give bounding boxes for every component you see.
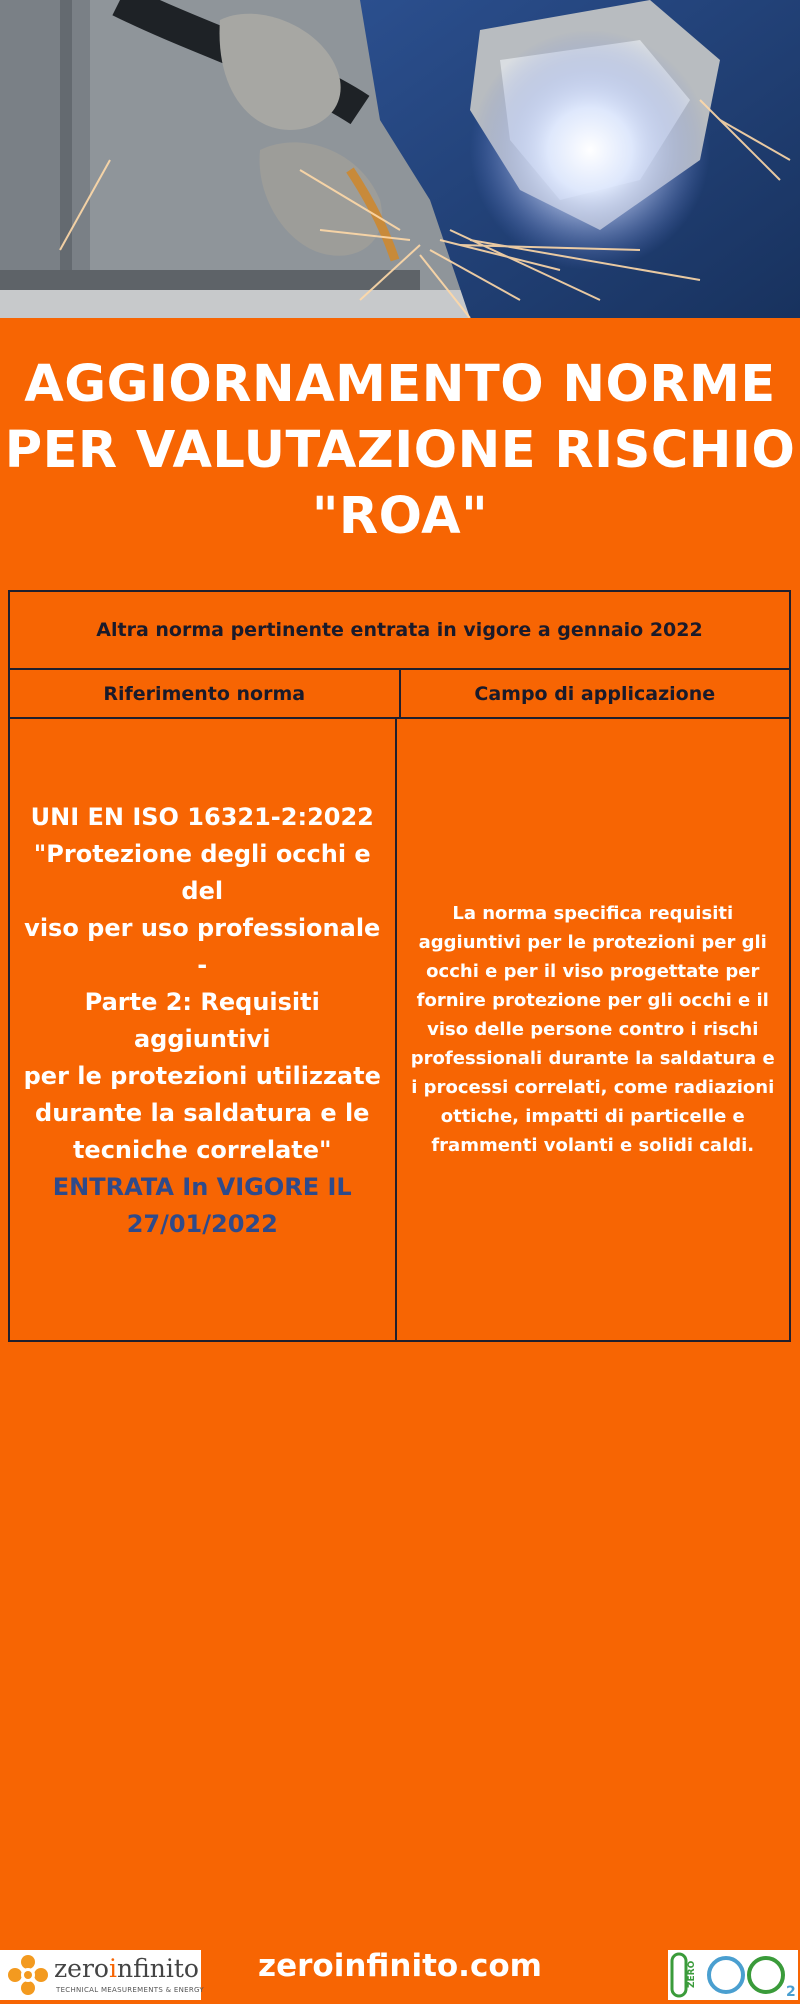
scope-cell [395, 719, 790, 1340]
effective-date: 27/01/2022 [126, 1209, 278, 1238]
title-line-3: "ROA" [311, 487, 489, 546]
logo-right-text: ZERO [687, 1960, 697, 1988]
logo-tagline: TECHNICAL MEASUREMENTS & ENERGY [56, 1986, 204, 1994]
scope-line: viso delle persone contro i rischi [427, 1019, 759, 1040]
standard-reference-cell [10, 719, 395, 1340]
standard-name-line: tecniche correlate" [72, 1135, 332, 1164]
logo-brand: zeroinfinito [54, 1954, 199, 1983]
column-header-reference: Riferimento norma [103, 682, 306, 705]
column-header-scope: Campo di applicazione [399, 670, 790, 717]
page-title [0, 352, 800, 550]
logo-right-sub: 2 [786, 1984, 796, 2000]
scope-line: i processi correlati, come radiazioni [411, 1077, 775, 1098]
standard-name-line: "Protezione degli occhi e del [33, 839, 371, 905]
welder-photo [0, 0, 800, 318]
norm-table [8, 590, 791, 1342]
table-column-headers [10, 670, 789, 719]
table-row [10, 719, 789, 1340]
table-header: Altra norma pertinente entrata in vigore a gennaio 2022 [10, 592, 789, 670]
website-link[interactable]: zeroinfinito.com [258, 1948, 542, 1984]
scope-line: professionali durante la saldatura e [410, 1048, 775, 1069]
scope-line: occhi e per il viso progettate per [426, 961, 760, 982]
zero-co2-logo[interactable] [668, 1950, 798, 2000]
title-line-1: AGGIORNAMENTO NORME [24, 355, 776, 414]
title-line-2: PER VALUTAZIONE RISCHIO [4, 421, 796, 480]
scope-line: ottiche, impatti di particelle e [440, 1106, 745, 1127]
standard-name-line: per le protezioni utilizzate [23, 1061, 381, 1090]
scope-line: aggiuntivi per le protezioni per gli [418, 932, 767, 953]
scope-line: frammenti volanti e solidi caldi. [431, 1135, 755, 1156]
standard-name-line: durante la saldatura e le [35, 1098, 370, 1127]
standard-name-line: Parte 2: Requisiti aggiuntivi [84, 987, 320, 1053]
effective-date-line: ENTRATA In VIGORE IL [52, 1172, 352, 1201]
standard-code: UNI EN ISO 16321-2:2022 [30, 802, 374, 831]
standard-name-line: viso per uso professionale - [24, 913, 381, 979]
scope-line: fornire protezione per gli occhi e il [416, 990, 769, 1011]
scope-line: La norma specifica requisiti [452, 903, 734, 924]
